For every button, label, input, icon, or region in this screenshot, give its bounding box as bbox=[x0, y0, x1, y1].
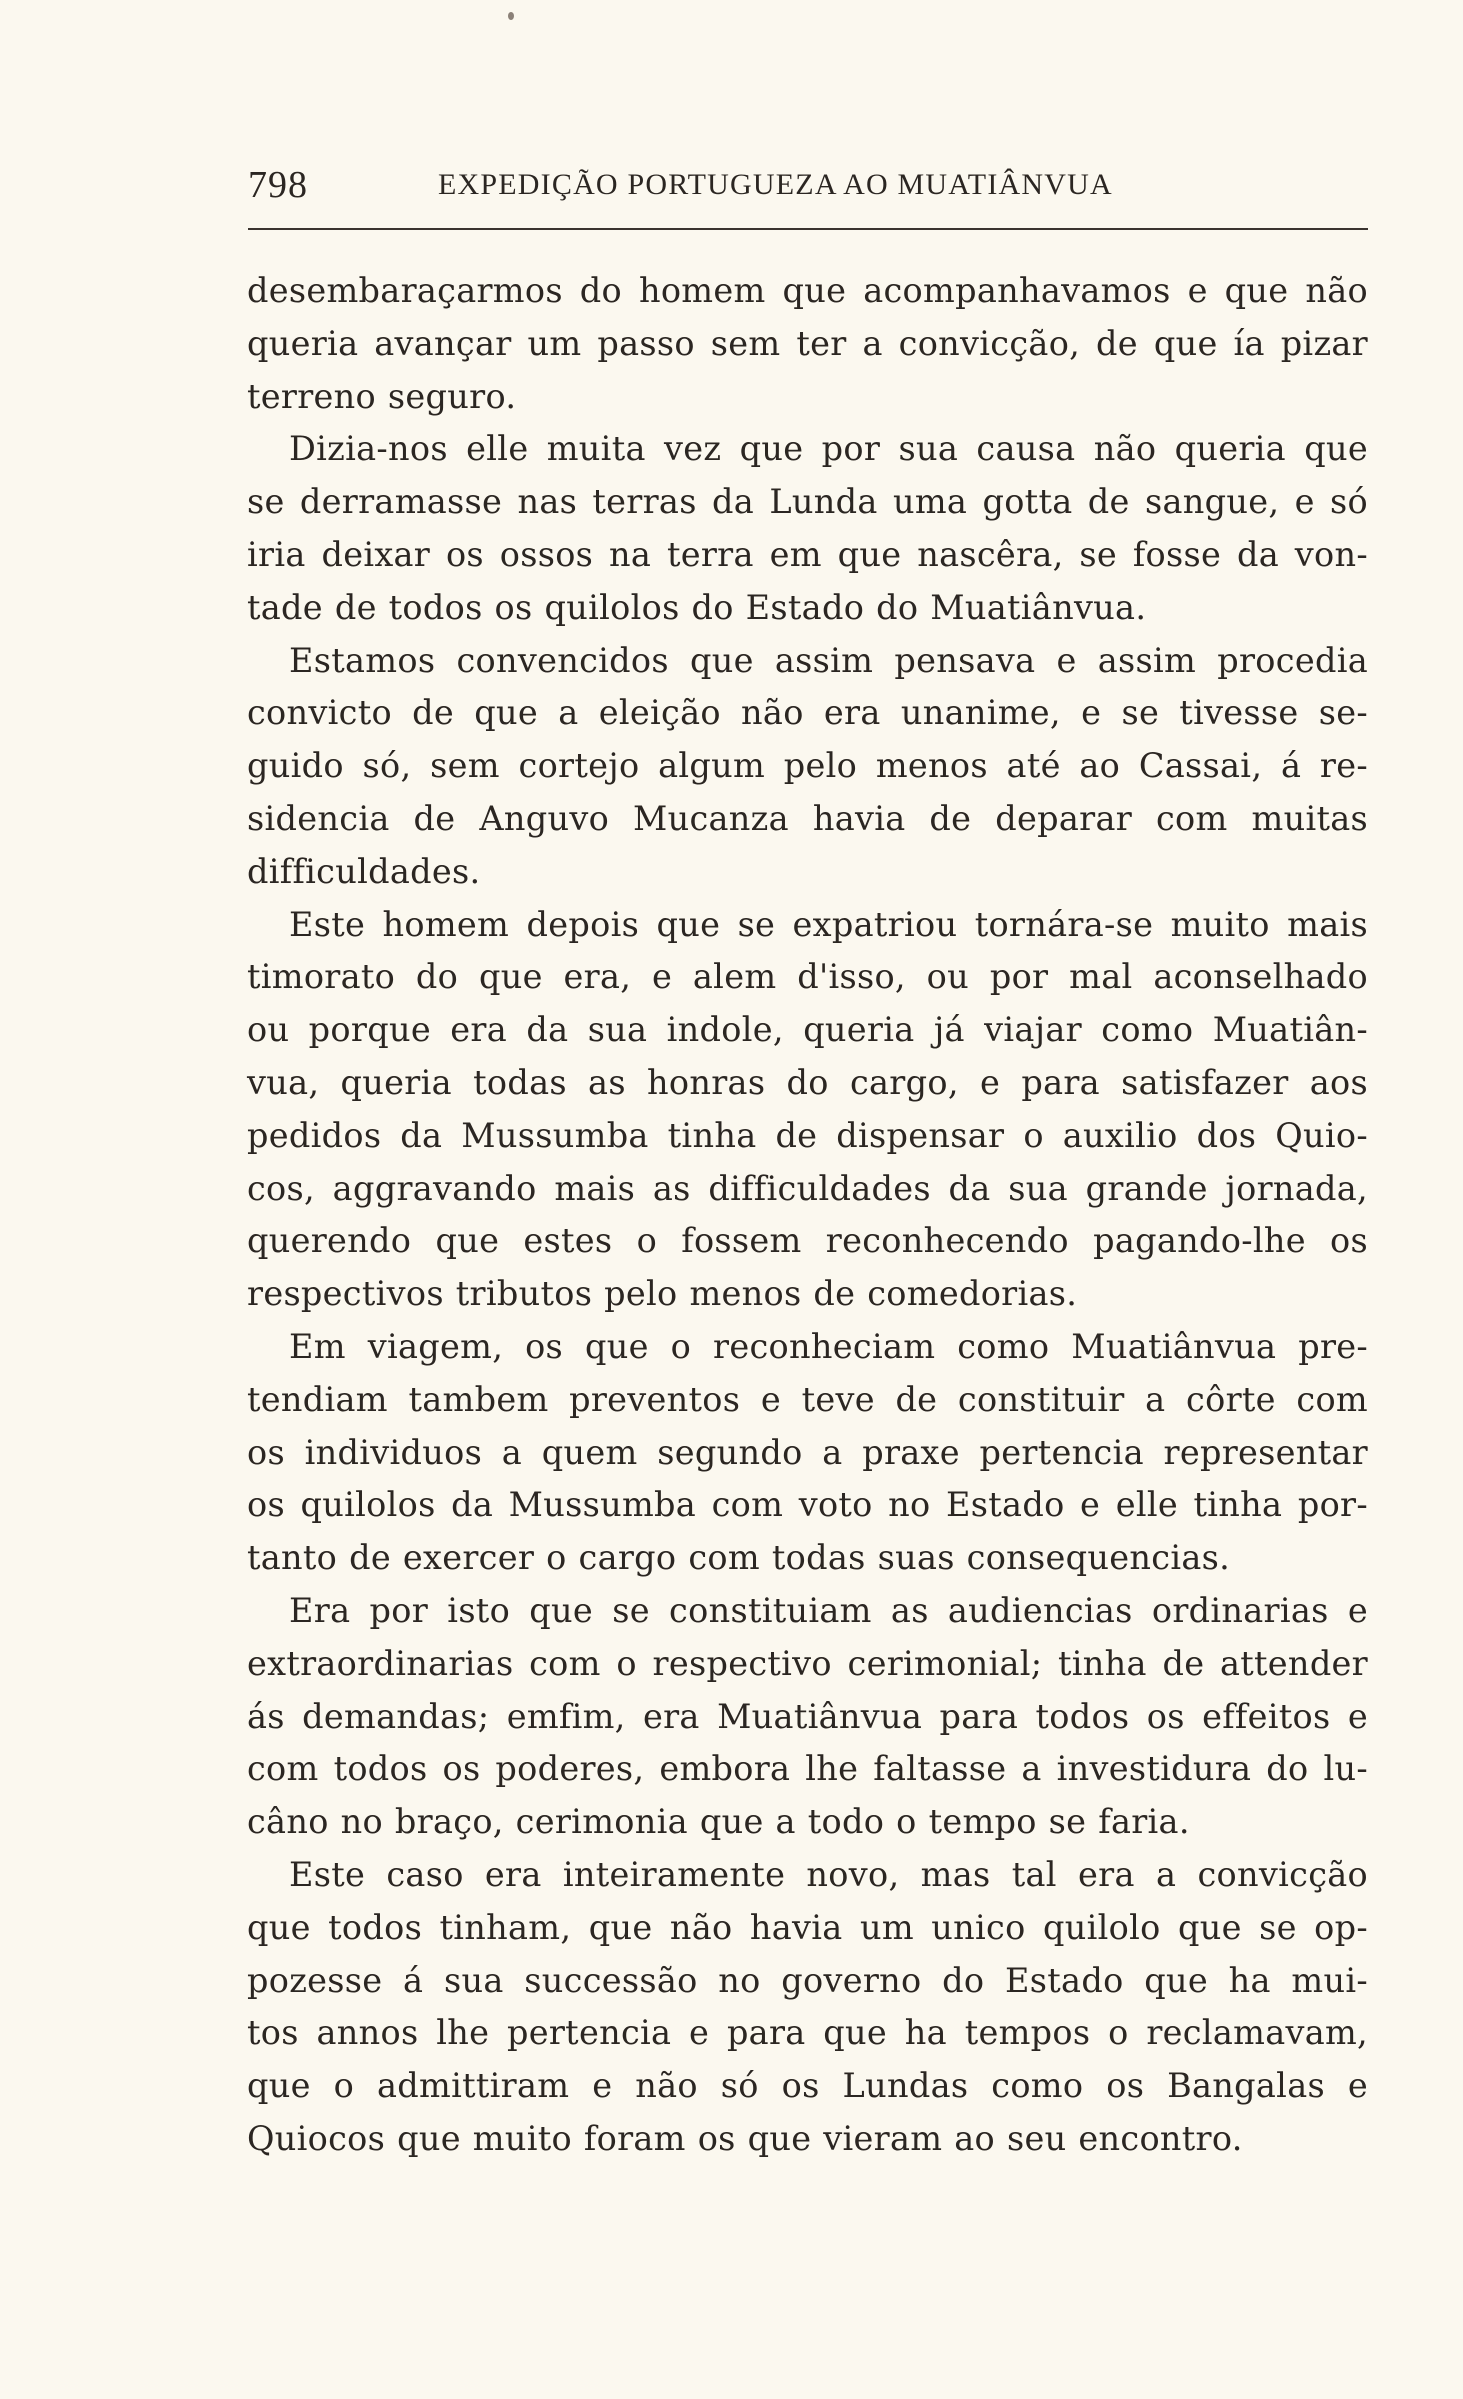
text-line: convicto de que a eleição não era unanime, e se tivesse se- bbox=[247, 693, 1368, 733]
text-line: ou porque era da sua indole, queria já viajar como Muatiân- bbox=[247, 1010, 1368, 1050]
text-line: vua, queria todas as honras do cargo, e para satisfazer aos bbox=[247, 1062, 1368, 1102]
text-line: tanto de exercer o cargo com todas suas consequencias. bbox=[247, 1538, 1231, 1578]
text-line: tendiam tambem preventos e teve de constituir a côrte com bbox=[247, 1379, 1368, 1419]
running-title: EXPEDIÇÃO PORTUGUEZA AO MUATIÂNVUA bbox=[438, 168, 1113, 201]
text-line: Dizia-nos elle muita vez que por sua causa não queria que bbox=[289, 429, 1368, 469]
header-rule bbox=[248, 228, 1368, 230]
text-line: tos annos lhe pertencia e para que ha tempos o reclamavam, bbox=[247, 2013, 1368, 2053]
paragraph-4 bbox=[247, 899, 1368, 1321]
paragraph-2 bbox=[247, 423, 1368, 634]
body-text bbox=[247, 265, 1368, 2166]
text-line: os individuos a quem segundo a praxe pertencia representar bbox=[247, 1432, 1368, 1472]
paragraph-1 bbox=[247, 265, 1368, 423]
text-line: câno no braço, cerimonia que a todo o tempo se faria. bbox=[247, 1802, 1190, 1842]
text-line: terreno seguro. bbox=[247, 376, 517, 416]
text-line: Quiocos que muito foram os que vieram ao seu encontro. bbox=[247, 2118, 1243, 2158]
text-line: cos, aggravando mais as difficuldades da sua grande jornada, bbox=[247, 1168, 1368, 1208]
text-line: que o admittiram e não só os Lundas como os Bangalas e bbox=[247, 2066, 1368, 2106]
text-line: ás demandas; emfim, era Muatiânvua para todos os effeitos e bbox=[247, 1696, 1368, 1736]
text-line: Era por isto que se constituiam as audiencias ordinarias e bbox=[289, 1590, 1368, 1630]
text-line: timorato do que era, e alem d'isso, ou por mal aconselhado bbox=[247, 957, 1368, 997]
text-line: sidencia de Anguvo Mucanza havia de deparar com muitas bbox=[247, 798, 1368, 838]
print-speck bbox=[508, 12, 514, 20]
text-line: Este homem depois que se expatriou tornára-se muito mais bbox=[289, 904, 1368, 944]
text-line: se derramasse nas terras da Lunda uma gotta de sangue, e só bbox=[247, 482, 1368, 522]
text-line: os quilolos da Mussumba com voto no Estado e elle tinha por- bbox=[247, 1485, 1368, 1525]
text-line: querendo que estes o fossem reconhecendo pagando-lhe os bbox=[247, 1221, 1368, 1261]
paragraph-3 bbox=[247, 635, 1368, 899]
text-line: desembaraçarmos do homem que acompanhavamos e que não bbox=[247, 271, 1368, 310]
paragraph-5 bbox=[247, 1321, 1368, 1585]
text-line: respectivos tributos pelo menos de comedorias. bbox=[247, 1274, 1078, 1314]
text-line: tade de todos os quilolos do Estado do Muatiânvua. bbox=[247, 587, 1147, 627]
text-line: Estamos convencidos que assim pensava e assim procedia bbox=[289, 640, 1368, 680]
text-line: queria avançar um passo sem ter a convicção, de que ía pizar bbox=[247, 323, 1368, 363]
text-line: com todos os poderes, embora lhe faltasse a investidura do lu- bbox=[247, 1749, 1368, 1789]
text-line: iria deixar os ossos na terra em que nascêra, se fosse da von- bbox=[247, 534, 1368, 574]
text-line: guido só, sem cortejo algum pelo menos até ao Cassai, á re- bbox=[247, 746, 1368, 786]
paragraph-7 bbox=[247, 1849, 1368, 2166]
page-number: 798 bbox=[248, 164, 308, 206]
text-line: que todos tinham, que não havia um unico quilolo que se op- bbox=[247, 1907, 1368, 1947]
text-line: Em viagem, os que o reconheciam como Muatiânvua pre- bbox=[289, 1326, 1368, 1366]
paragraph-6 bbox=[247, 1585, 1368, 1849]
text-line: pozesse á sua successão no governo do Estado que ha mui- bbox=[247, 1960, 1368, 2000]
text-line: Este caso era inteiramente novo, mas tal era a convicção bbox=[289, 1854, 1368, 1894]
text-line: difficuldades. bbox=[247, 851, 481, 891]
text-line: pedidos da Mussumba tinha de dispensar o auxilio dos Quio- bbox=[247, 1115, 1368, 1155]
page-header bbox=[248, 160, 1368, 210]
text-line: extraordinarias com o respectivo cerimonial; tinha de attender bbox=[247, 1643, 1368, 1683]
